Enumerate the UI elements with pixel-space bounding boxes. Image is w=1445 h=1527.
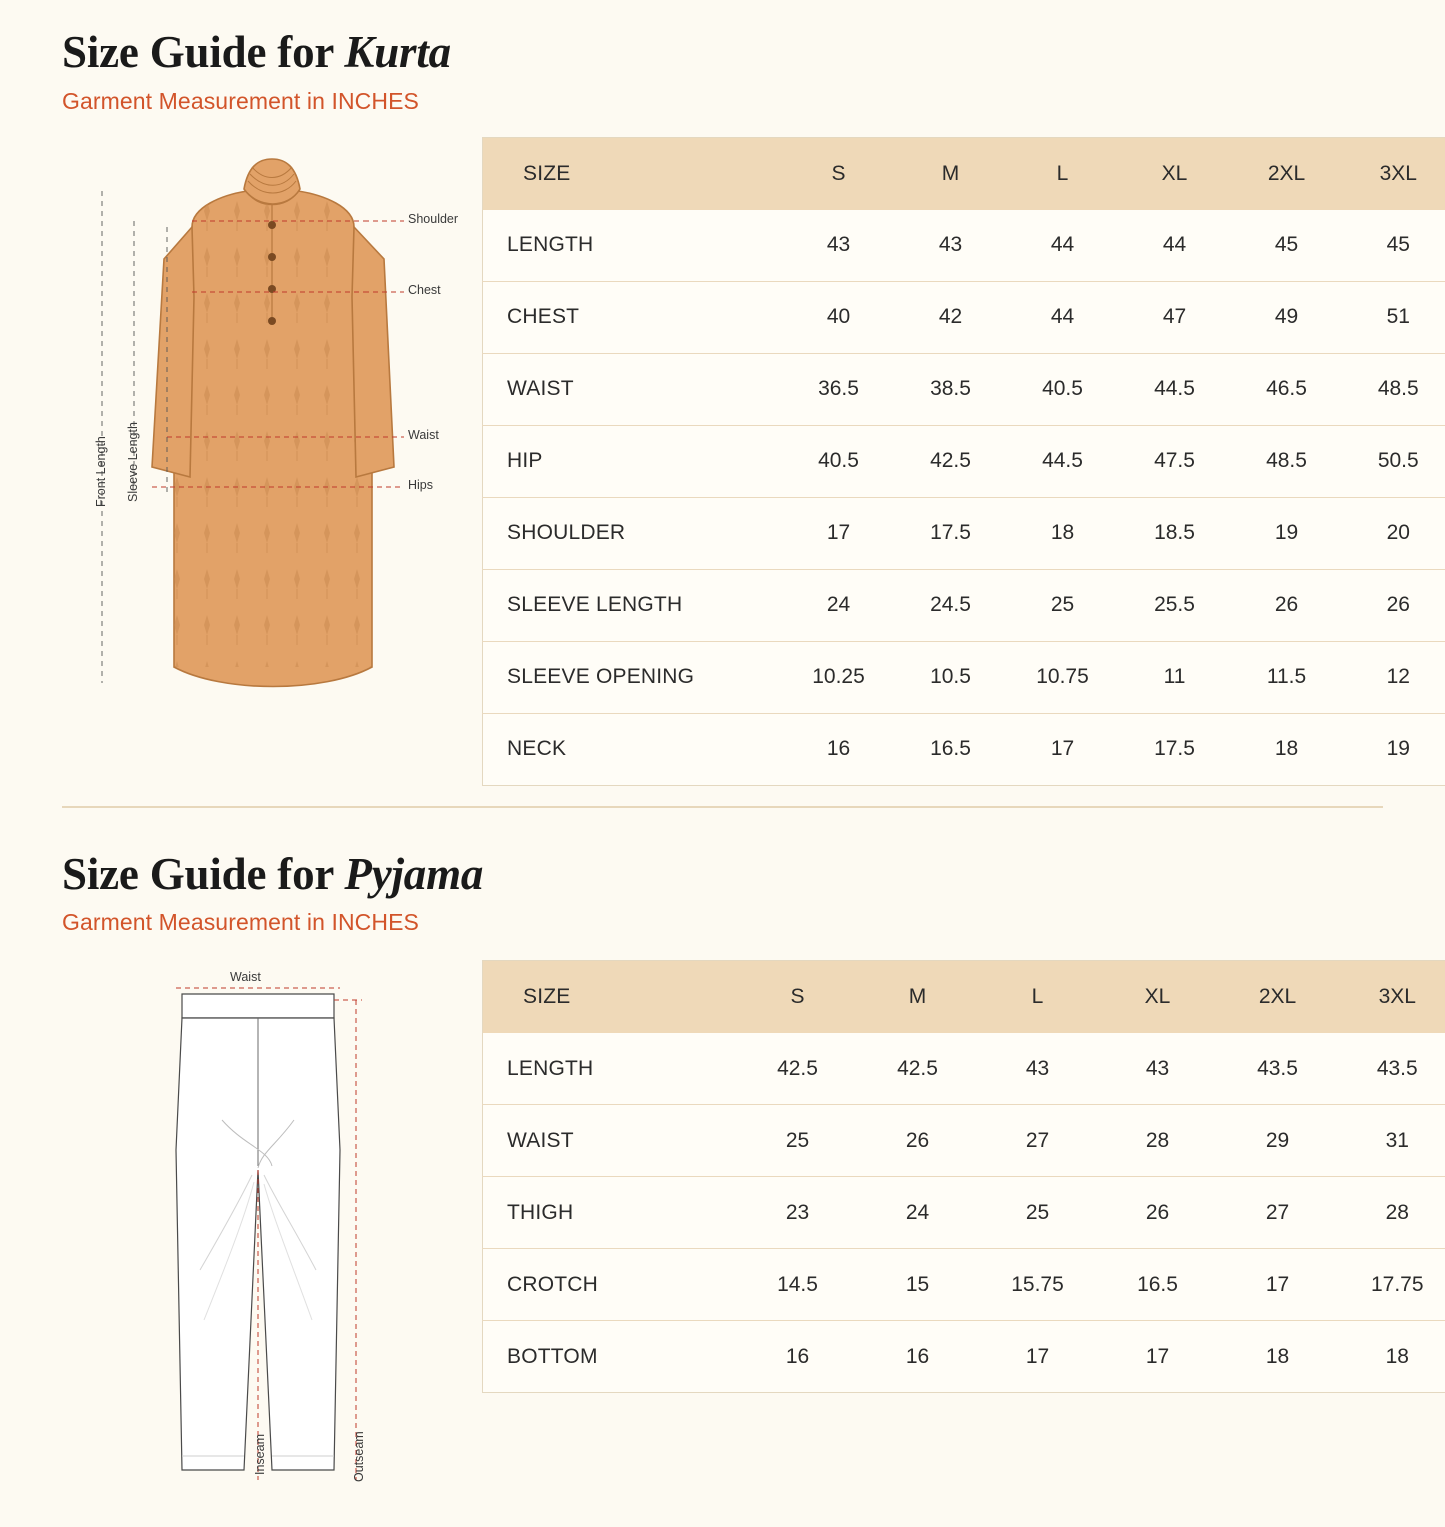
pyjama-col-xl: XL xyxy=(1098,961,1218,1034)
pyjama-cell: 24 xyxy=(858,1177,978,1249)
pyjama-label-inseam: Inseam xyxy=(253,1434,267,1475)
table-row xyxy=(483,1105,1445,1177)
pyjama-cell: 28 xyxy=(1338,1177,1445,1249)
kurta-cell: 24 xyxy=(783,569,895,641)
kurta-cell: 12 xyxy=(1343,641,1445,713)
pyjama-col-2xl: 2XL xyxy=(1218,961,1338,1034)
pyjama-cell: 28 xyxy=(1098,1105,1218,1177)
pyjama-cell: 27 xyxy=(978,1105,1098,1177)
pyjama-cell: 25 xyxy=(738,1105,858,1177)
kurta-cell: 50.5 xyxy=(1343,425,1445,497)
table-row xyxy=(483,569,1445,641)
kurta-label-sleeve-length: Sleeve Length xyxy=(126,421,140,502)
kurta-cell: 40 xyxy=(783,281,895,353)
kurta-cell: 26 xyxy=(1343,569,1445,641)
kurta-cell: 11 xyxy=(1119,641,1231,713)
kurta-table-header-row xyxy=(483,137,1445,210)
kurta-cell: 18 xyxy=(1007,497,1119,569)
kurta-cell: 20 xyxy=(1343,497,1445,569)
kurta-cell: 44 xyxy=(1119,210,1231,282)
kurta-row-label: SLEEVE LENGTH xyxy=(483,569,783,641)
kurta-cell: 26 xyxy=(1231,569,1343,641)
pyjama-drawing xyxy=(72,970,482,1500)
pyjama-cell: 17 xyxy=(1145,1344,1170,1368)
kurta-cell: 18 xyxy=(1274,737,1299,760)
pyjama-cell: 29 xyxy=(1218,1105,1338,1177)
pyjama-cell: 16.5 xyxy=(1098,1249,1218,1321)
pyjama-row-label: WAIST xyxy=(483,1105,738,1177)
pyjama-col-s: S xyxy=(738,961,858,1034)
pyjama-cell: 43.5 xyxy=(1218,1033,1338,1105)
kurta-cell: 46.5 xyxy=(1231,353,1343,425)
pyjama-cell: 17 xyxy=(1218,1249,1338,1321)
kurta-cell: 10.75 xyxy=(1007,641,1119,713)
kurta-cell: 38.5 xyxy=(895,353,1007,425)
pyjama-col-3xl: 3XL xyxy=(1338,961,1445,1034)
pyjama-label-waist: Waist xyxy=(230,970,261,984)
kurta-col-m: M xyxy=(895,137,1007,210)
table-row xyxy=(483,1249,1445,1321)
kurta-label-front-length: Front Length xyxy=(94,435,108,507)
kurta-cell: 47 xyxy=(1119,281,1231,353)
pyjama-cell: 17 xyxy=(1025,1344,1050,1368)
table-row xyxy=(483,1321,1445,1393)
table-row xyxy=(483,210,1445,282)
kurta-row-label: CHEST xyxy=(483,281,783,353)
pyjama-size-table xyxy=(482,960,1445,1393)
pyjama-label-outseam: Outseam xyxy=(352,1431,366,1482)
kurta-col-s: S xyxy=(783,137,895,210)
kurta-col-3xl: 3XL xyxy=(1343,137,1445,210)
pyjama-cell: 17.75 xyxy=(1338,1249,1445,1321)
pyjama-row-label: THIGH xyxy=(483,1177,738,1249)
kurta-cell: 51 xyxy=(1343,281,1445,353)
kurta-label-chest: Chest xyxy=(408,282,441,297)
table-row xyxy=(483,497,1445,569)
kurta-cell: 10.5 xyxy=(895,641,1007,713)
kurta-cell: 24.5 xyxy=(895,569,1007,641)
kurta-cell: 48.5 xyxy=(1343,353,1445,425)
kurta-cell: 25 xyxy=(1007,569,1119,641)
table-row xyxy=(483,353,1445,425)
pyjama-cell: 18 xyxy=(1265,1344,1290,1368)
kurta-title-main: Size Guide for xyxy=(62,27,345,77)
kurta-cell: 19 xyxy=(1231,497,1343,569)
pyjama-row-label: LENGTH xyxy=(483,1033,738,1105)
kurta-label-hips: Hips xyxy=(408,477,434,492)
kurta-cell: 17 xyxy=(783,497,895,569)
kurta-col-xl: XL xyxy=(1119,137,1231,210)
pyjama-cell: 26 xyxy=(1098,1177,1218,1249)
pyjama-col-size: SIZE xyxy=(483,961,738,1034)
pyjama-cell: 16 xyxy=(905,1344,930,1368)
kurta-subtitle: Garment Measurement in INCHES xyxy=(62,87,419,114)
kurta-cell: 19 xyxy=(1386,737,1410,760)
kurta-label-waist: Waist xyxy=(408,427,439,442)
kurta-title-italic: Kurta xyxy=(344,27,451,77)
table-row xyxy=(483,641,1445,713)
pyjama-col-l: L xyxy=(978,961,1098,1034)
kurta-cell: 16.5 xyxy=(930,737,971,760)
kurta-cell: 40.5 xyxy=(1007,353,1119,425)
kurta-row-label: SHOULDER xyxy=(483,497,783,569)
kurta-cell: 43 xyxy=(895,210,1007,282)
kurta-cell: 44 xyxy=(1007,210,1119,282)
kurta-cell: 18.5 xyxy=(1119,497,1231,569)
kurta-cell: 17.5 xyxy=(1154,737,1195,760)
pyjama-table-header-row xyxy=(483,961,1445,1034)
pyjama-col-m: M xyxy=(858,961,978,1034)
kurta-col-2xl: 2XL xyxy=(1231,137,1343,210)
kurta-row-label: LENGTH xyxy=(483,210,783,282)
kurta-cell: 25.5 xyxy=(1119,569,1231,641)
kurta-row-label: SLEEVE OPENING xyxy=(483,641,783,713)
kurta-row-label: WAIST xyxy=(483,353,783,425)
table-row xyxy=(483,713,1445,785)
table-row xyxy=(483,425,1445,497)
pyjama-title-main: Size Guide for xyxy=(62,848,345,899)
kurta-cell: 49 xyxy=(1231,281,1343,353)
kurta-header xyxy=(0,0,1445,115)
pyjama-cell: 43 xyxy=(978,1033,1098,1105)
kurta-cell: 42.5 xyxy=(895,425,1007,497)
kurta-cell: 40.5 xyxy=(783,425,895,497)
pyjama-row-label: CROTCH xyxy=(483,1249,738,1321)
pyjama-row-label: BOTTOM xyxy=(507,1344,598,1368)
kurta-cell: 44 xyxy=(1007,281,1119,353)
kurta-title xyxy=(62,28,1445,78)
kurta-col-size: SIZE xyxy=(483,137,783,210)
pyjama-cell: 43.5 xyxy=(1338,1033,1445,1105)
kurta-illustration xyxy=(72,147,482,707)
kurta-cell: 10.25 xyxy=(783,641,895,713)
kurta-cell: 36.5 xyxy=(783,353,895,425)
kurta-cell: 11.5 xyxy=(1231,641,1343,713)
pyjama-cell: 15.75 xyxy=(978,1249,1098,1321)
pyjama-header xyxy=(0,808,1445,937)
kurta-cell: 16 xyxy=(826,737,851,760)
kurta-cell: 17 xyxy=(1050,737,1075,760)
pyjama-cell: 23 xyxy=(738,1177,858,1249)
kurta-cell: 43 xyxy=(783,210,895,282)
pyjama-subtitle: Garment Measurement in INCHES xyxy=(62,909,419,935)
pyjama-cell: 42.5 xyxy=(858,1033,978,1105)
pyjama-cell: 27 xyxy=(1218,1177,1338,1249)
table-row xyxy=(483,1033,1445,1105)
kurta-cell: 44.5 xyxy=(1007,425,1119,497)
pyjama-cell: 18 xyxy=(1385,1344,1409,1368)
kurta-row-label: HIP xyxy=(483,425,783,497)
pyjama-illustration xyxy=(72,970,482,1500)
kurta-cell: 44.5 xyxy=(1119,353,1231,425)
kurta-label-shoulder: Shoulder xyxy=(408,211,459,226)
pyjama-section xyxy=(0,808,1445,1501)
table-row xyxy=(483,281,1445,353)
pyjama-cell: 16 xyxy=(785,1344,810,1368)
pyjama-title-italic: Pyjama xyxy=(344,848,484,899)
pyjama-cell: 14.5 xyxy=(738,1249,858,1321)
kurta-size-table xyxy=(482,137,1445,786)
kurta-cell: 17.5 xyxy=(895,497,1007,569)
kurta-cell: 48.5 xyxy=(1231,425,1343,497)
pyjama-cell: 15 xyxy=(858,1249,978,1321)
kurta-cell: 45 xyxy=(1343,210,1445,282)
pyjama-title xyxy=(62,850,1445,900)
table-row xyxy=(483,1177,1445,1249)
pyjama-cell: 43 xyxy=(1098,1033,1218,1105)
pyjama-cell: 26 xyxy=(858,1105,978,1177)
kurta-cell: 47.5 xyxy=(1119,425,1231,497)
pyjama-cell: 42.5 xyxy=(738,1033,858,1105)
kurta-row-label: NECK xyxy=(507,737,567,760)
pyjama-cell: 31 xyxy=(1338,1105,1445,1177)
pyjama-cell: 25 xyxy=(978,1177,1098,1249)
kurta-col-l: L xyxy=(1007,137,1119,210)
kurta-cell: 42 xyxy=(895,281,1007,353)
kurta-cell: 45 xyxy=(1231,210,1343,282)
